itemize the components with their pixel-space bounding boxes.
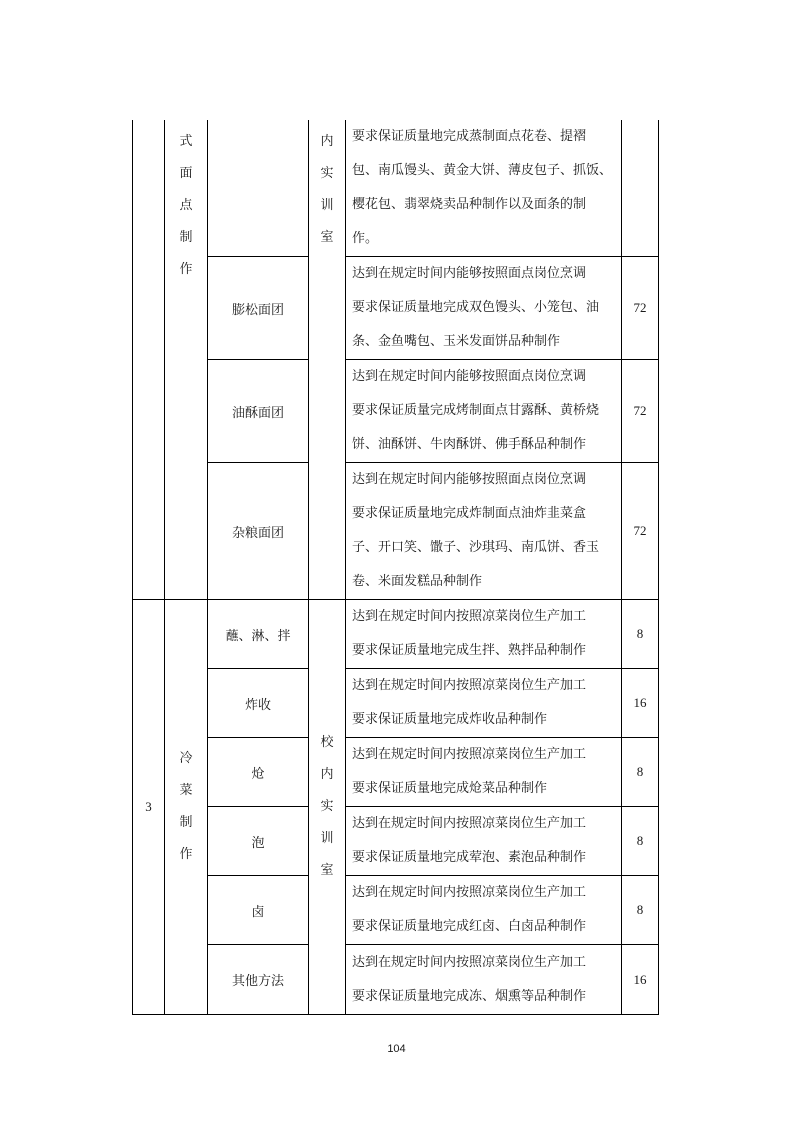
hours-cell: 72 <box>622 257 659 360</box>
section-number-cell <box>133 120 165 600</box>
description-cell: 达到在规定时间内按照凉菜岗位生产加工 要求保证质量地完成冻、烟熏等品种制作 <box>346 945 622 1015</box>
item-cell: 卤 <box>208 876 309 945</box>
hours-cell: 16 <box>622 669 659 738</box>
hours-cell <box>622 120 659 257</box>
location-char: 室 <box>320 863 334 878</box>
category-char: 制 <box>179 815 193 830</box>
table-row <box>133 807 659 876</box>
page-number: 104 <box>387 1043 406 1055</box>
item-cell: 炸收 <box>208 669 309 738</box>
table-row <box>133 120 659 257</box>
table-row <box>133 360 659 463</box>
item-cell: 炝 <box>208 738 309 807</box>
hours-cell: 8 <box>622 807 659 876</box>
description-cell: 达到在规定时间内按照凉菜岗位生产加工 要求保证质量地完成荤泡、素泡品种制作 <box>346 807 622 876</box>
item-cell: 膨松面团 <box>208 257 309 360</box>
item-cell: 泡 <box>208 807 309 876</box>
hours-cell: 8 <box>622 876 659 945</box>
description-cell: 达到在规定时间内能够按照面点岗位烹调 要求保证质量地完成炸制面点油炸韭菜盒 子、开口笑、馓子、沙琪玛、南瓜饼、香玉 卷、米面发糕品种制作 <box>346 463 622 600</box>
table-row <box>133 945 659 1015</box>
table-row <box>133 600 659 669</box>
location-cell <box>309 600 346 1015</box>
description-cell: 要求保证质量地完成蒸制面点花卷、提褶 包、南瓜馒头、黄金大饼、薄皮包子、抓饭、 樱花包、翡翠烧卖品种制作以及面条的制 作。 <box>346 120 622 257</box>
description-cell: 达到在规定时间内能够按照面点岗位烹调 要求保证质量地完成双色馒头、小笼包、油 条、金鱼嘴包、玉米发面饼品种制作 <box>346 257 622 360</box>
item-cell: 杂粮面团 <box>208 463 309 600</box>
location-char: 实 <box>320 799 334 814</box>
table-row <box>133 738 659 807</box>
description-cell: 达到在规定时间内按照凉菜岗位生产加工 要求保证质量地完成炸收品种制作 <box>346 669 622 738</box>
hours-cell: 8 <box>622 600 659 669</box>
hours-cell: 72 <box>622 360 659 463</box>
table-row <box>133 669 659 738</box>
hours-cell: 72 <box>622 463 659 600</box>
location-char: 校 <box>320 735 334 750</box>
location-char: 室 <box>320 230 334 245</box>
hours-cell: 8 <box>622 738 659 807</box>
description-cell: 达到在规定时间内按照凉菜岗位生产加工 要求保证质量地完成生拌、熟拌品种制作 <box>346 600 622 669</box>
table-row <box>133 463 659 600</box>
category-char: 作 <box>179 847 193 862</box>
item-cell: 油酥面团 <box>208 360 309 463</box>
category-char: 制 <box>179 230 193 245</box>
item-cell: 其他方法 <box>208 945 309 1015</box>
location-cell <box>309 120 346 600</box>
item-cell: 蘸、淋、拌 <box>208 600 309 669</box>
curriculum-table <box>132 120 659 1015</box>
location-char: 内 <box>320 134 334 149</box>
description-cell: 达到在规定时间内按照凉菜岗位生产加工 要求保证质量地完成炝菜品种制作 <box>346 738 622 807</box>
category-char: 作 <box>179 262 193 277</box>
description-cell: 达到在规定时间内按照凉菜岗位生产加工 要求保证质量地完成红卤、白卤品种制作 <box>346 876 622 945</box>
category-cell <box>165 120 208 600</box>
location-char: 训 <box>320 198 334 213</box>
location-char: 训 <box>320 831 334 846</box>
description-cell: 达到在规定时间内能够按照面点岗位烹调 要求保证质量完成烤制面点甘露酥、黄桥烧 饼、油酥饼、牛肉酥饼、佛手酥品种制作 <box>346 360 622 463</box>
category-char: 点 <box>179 198 193 213</box>
table-row <box>133 876 659 945</box>
category-char: 面 <box>179 166 193 181</box>
category-char: 式 <box>179 134 193 149</box>
category-cell <box>165 600 208 1015</box>
location-char: 内 <box>320 767 334 782</box>
category-char: 冷 <box>179 751 193 766</box>
section-number-cell: 3 <box>133 600 165 1015</box>
location-char: 实 <box>320 166 334 181</box>
hours-cell: 16 <box>622 945 659 1015</box>
table-row <box>133 257 659 360</box>
item-cell <box>208 120 309 257</box>
category-char: 菜 <box>179 783 193 798</box>
